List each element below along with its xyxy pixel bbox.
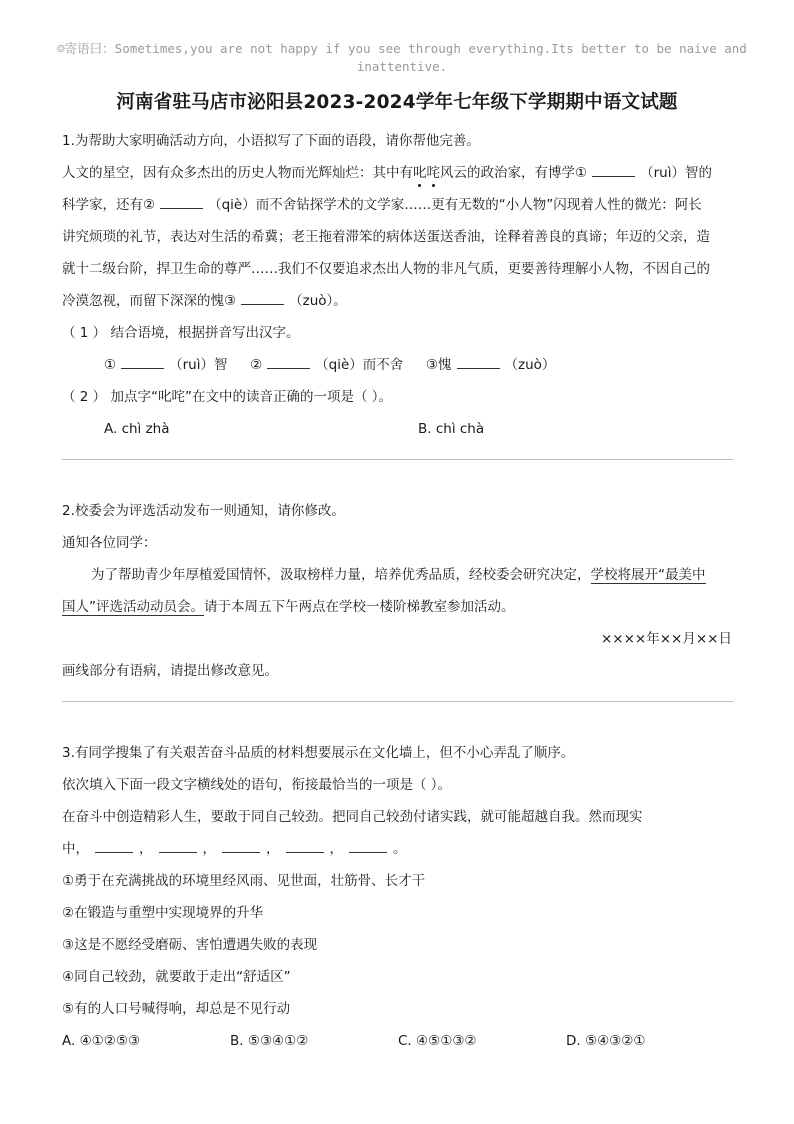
question-1-passage-line-3: 讲究烦琐的礼节，表达对生活的希冀；老王拖着滞笨的病体送蛋送香油，诠释着善良的真谛；年迈的父亲，造 (62, 229, 710, 245)
item-pinyin: （zuò） (504, 357, 556, 373)
sentence-item: ③这是不愿经受磨砺、害怕遭遇失败的表现 (62, 937, 318, 953)
section-divider (62, 701, 733, 702)
question-1-passage-line-5 (62, 291, 347, 311)
question-1-passage-line-4: 就十二级台阶，捍卫生命的尊严……我们不仅要追求杰出人物的非凡气质，更要善待理解小人物，不因自己的 (62, 261, 710, 277)
notice-date: ××××年××月××日 (601, 631, 732, 647)
punct: ， (202, 841, 216, 857)
question-1-sub-1: （ 1 ） 结合语境，根据拼音写出汉字。 (62, 325, 300, 341)
sentence-item: ⑤有的人口号喊得响，却总是不见行动 (62, 1001, 291, 1017)
answer-blank[interactable] (286, 839, 324, 853)
answer-blank[interactable] (349, 839, 387, 853)
passage-text: 中， (62, 841, 89, 857)
passage-text: 人文的星空，因有众多杰出的历史人物而光辉灿烂：其中有 (62, 165, 413, 181)
passage-text: 冷漠忽视，而留下深深的愧③ (62, 293, 237, 309)
question-1-sub-2: （ 2 ） 加点字“叱咤”在文中的读音正确的一项是（ ）。 (62, 389, 392, 405)
notice-text: 为了帮助青少年厚植爱国情怀，汲取榜样力量，培养优秀品质，经校委会研究决定， (91, 567, 591, 583)
section-divider (62, 459, 733, 460)
option-c[interactable]: C. ④⑤①③② (398, 1033, 477, 1049)
punct: ， (329, 841, 343, 857)
option-a[interactable]: A. ④①②⑤③ (62, 1033, 141, 1049)
notice-salutation: 通知各位同学： (62, 535, 157, 551)
question-3-passage-line-1: 在奋斗中创造精彩人生，要敢于同自己较劲。把同自己较劲付诸实践，就可能超越自我。然而现实 (62, 809, 643, 825)
answer-blank[interactable] (241, 291, 284, 305)
question-3-instruction: 依次填入下面一段文字横线处的语句，衔接最恰当的一项是（ ）。 (62, 777, 452, 793)
notice-text: 请于本周五下午两点在学校一楼阶梯教室参加活动。 (204, 599, 515, 615)
sentence-item: ④同自己较劲，就要敢于走出“舒适区” (62, 969, 291, 985)
punct: ， (139, 841, 153, 857)
question-1-sub-1-items (104, 355, 555, 375)
item-pinyin: （ruì）智 (169, 357, 228, 373)
answer-blank[interactable] (95, 839, 133, 853)
item-label: ③愧 (425, 357, 452, 373)
answer-blank[interactable] (457, 355, 500, 369)
item-pinyin: （qiè）而不舍 (315, 357, 404, 373)
option-a[interactable]: A. chì zhà (104, 421, 170, 437)
answer-blank[interactable] (592, 163, 635, 177)
question-1-passage-line-1 (62, 163, 712, 183)
item-label: ② (250, 357, 263, 373)
sentence-item: ①勇于在充满挑战的环境里经风雨、见世面，壮筋骨、长才干 (62, 873, 426, 889)
passage-text: （ruì）智的 (640, 165, 712, 181)
option-d[interactable]: D. ⑤④③②① (566, 1033, 646, 1049)
passage-text: （qiè）而不舍钻探学术的文学家……更有无数的“小人物”闪现着人性的微光：阿长 (208, 197, 702, 213)
answer-blank[interactable] (267, 355, 310, 369)
dotted-char: 咤 (426, 165, 440, 181)
underlined-text: 学校将展开“最美中 (590, 567, 706, 583)
document-title: 河南省驻马店市泌阳县2023-2024学年七年级下学期期中语文试题 (116, 92, 678, 113)
question-3-stem: 3.有同学搜集了有关艰苦奋斗品质的材料想要展示在文化墙上，但不小心弄乱了顺序。 (62, 745, 575, 761)
option-b[interactable]: B. ⑤③④①② (230, 1033, 309, 1049)
punct: ， (266, 841, 280, 857)
option-b[interactable]: B. chì chà (418, 421, 485, 437)
question-1-stem: 1.为帮助大家明确活动方向，小语拟写了下面的语段，请你帮他完善。 (62, 133, 480, 149)
notice-body-line-2 (62, 597, 515, 617)
answer-blank[interactable] (159, 839, 197, 853)
header-motto: ☺寄语曰：Sometimes,you are not happy if you see through everything.Its better to be naive and inattentive. (57, 41, 747, 74)
notice-body-line-1 (91, 565, 706, 585)
dotted-char: 叱 (413, 165, 427, 181)
sentence-item: ②在锻造与重塑中实现境界的升华 (62, 905, 264, 921)
answer-blank[interactable] (160, 195, 203, 209)
answer-blank[interactable] (222, 839, 260, 853)
question-2-instruction: 画线部分有语病，请提出修改意见。 (62, 663, 278, 679)
punct: 。 (393, 841, 407, 857)
passage-text: （zuò）。 (289, 293, 347, 309)
passage-text: 科学家，还有② (62, 197, 156, 213)
question-2-stem: 2.校委会为评选活动发布一则通知，请你修改。 (62, 503, 345, 519)
passage-text: 风云的政治家，有博学① (440, 165, 588, 181)
answer-blank[interactable] (121, 355, 164, 369)
underlined-text: 国人”评选活动动员会。 (62, 599, 204, 615)
item-label: ① (104, 357, 117, 373)
question-1-passage-line-2 (62, 195, 702, 215)
question-3-passage-line-2 (62, 839, 407, 859)
